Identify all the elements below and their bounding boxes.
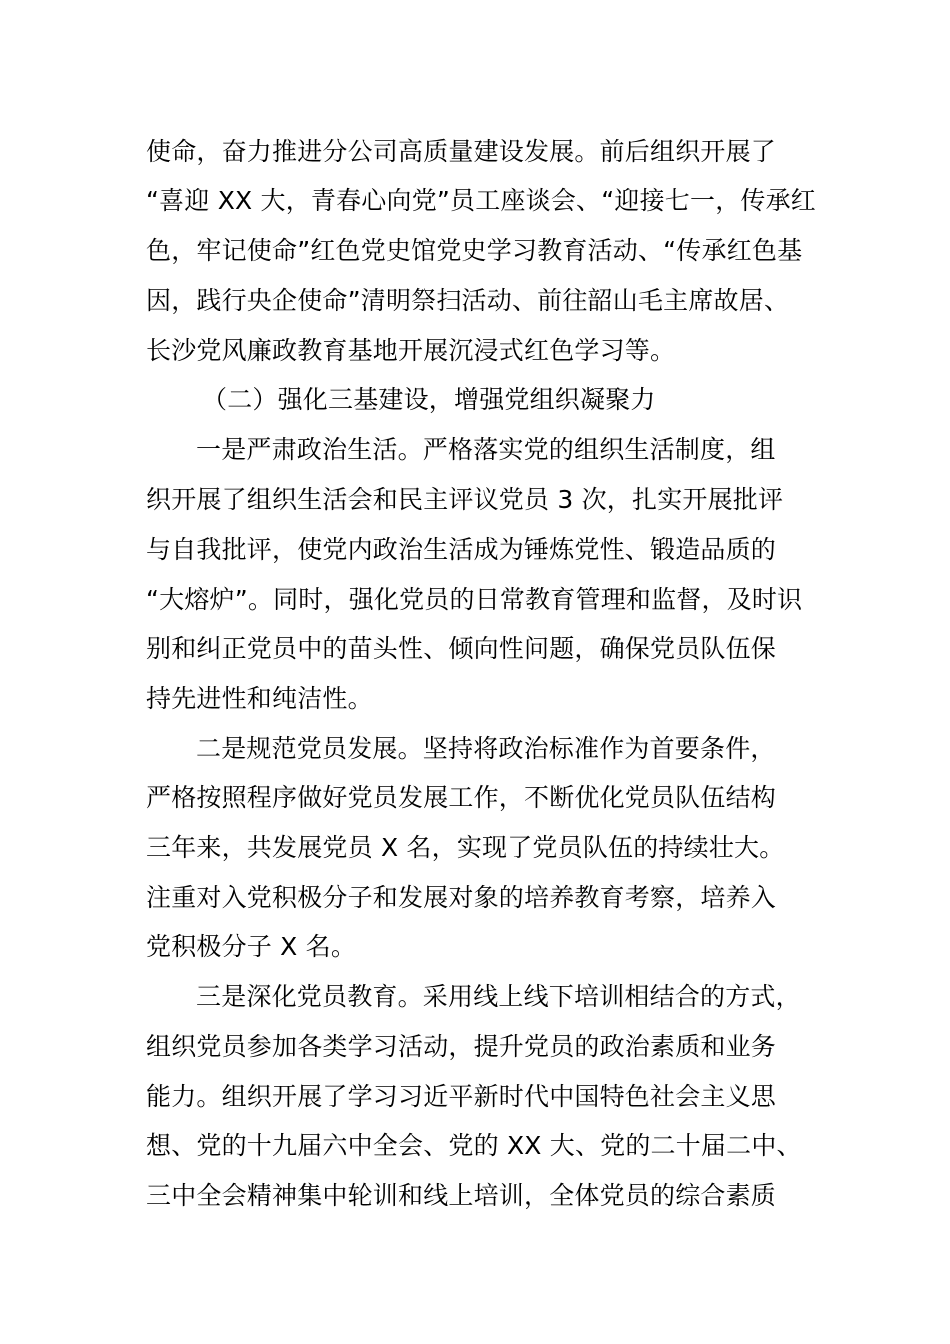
section-heading: （二）强化三基建设，增强党组织凝聚力 xyxy=(202,385,656,414)
paragraph-line: 注重对入党积极分子和发展对象的培养教育考察，培养入 xyxy=(146,883,777,912)
paragraph-line: 因，践行央企使命”清明祭扫活动、前往韶山毛主席故居、 xyxy=(146,286,790,315)
paragraph-first-line: 一是严肃政治生活。严格落实党的组织生活制度，组 xyxy=(196,435,776,464)
paragraph-line: “喜迎 XX 大，青春心向党”员工座谈会、“迎接七一，传承红 xyxy=(146,186,817,215)
paragraph-line: 组织党员参加各类学习活动，提升党员的政治素质和业务 xyxy=(146,1032,777,1061)
paragraph-line: 三年来，共发展党员 X 名，实现了党员队伍的持续壮大。 xyxy=(146,833,785,862)
paragraph-line: 色，牢记使命”红色党史馆党史学习教育活动、“传承红色基 xyxy=(146,236,803,265)
paragraph-first-line: 二是规范党员发展。坚持将政治标准作为首要条件， xyxy=(196,734,776,763)
paragraph-line: 三中全会精神集中轮训和线上培训，全体党员的综合素质 xyxy=(146,1181,777,1210)
paragraph-line: 别和纠正党员中的苗头性、倾向性问题，确保党员队伍保 xyxy=(146,634,777,663)
paragraph-line: 织开展了组织生活会和民主评议党员 3 次，扎实开展批评 xyxy=(146,485,784,514)
paragraph-line: 严格按照程序做好党员发展工作，不断优化党员队伍结构 xyxy=(146,783,777,812)
paragraph-line: 与自我批评，使党内政治生活成为锤炼党性、锻造品质的 xyxy=(146,535,777,564)
paragraph-line: 想、党的十九届六中全会、党的 XX 大、党的二十届二中、 xyxy=(146,1131,802,1160)
paragraph-first-line: 三是深化党员教育。采用线上线下培训相结合的方式， xyxy=(196,982,801,1011)
paragraph-line: 能力。组织开展了学习习近平新时代中国特色社会主义思 xyxy=(146,1082,777,1111)
paragraph-line: 长沙党风廉政教育基地开展沉浸式红色学习等。 xyxy=(146,336,676,365)
paragraph-line: 持先进性和纯洁性。 xyxy=(146,684,373,713)
paragraph-line: 使命，奋力推进分公司高质量建设发展。前后组织开展了 xyxy=(146,137,777,166)
paragraph-line: “大熔炉”。同时，强化党员的日常教育管理和监督，及时识 xyxy=(146,585,803,614)
paragraph-line: 党积极分子 X 名。 xyxy=(146,932,357,961)
